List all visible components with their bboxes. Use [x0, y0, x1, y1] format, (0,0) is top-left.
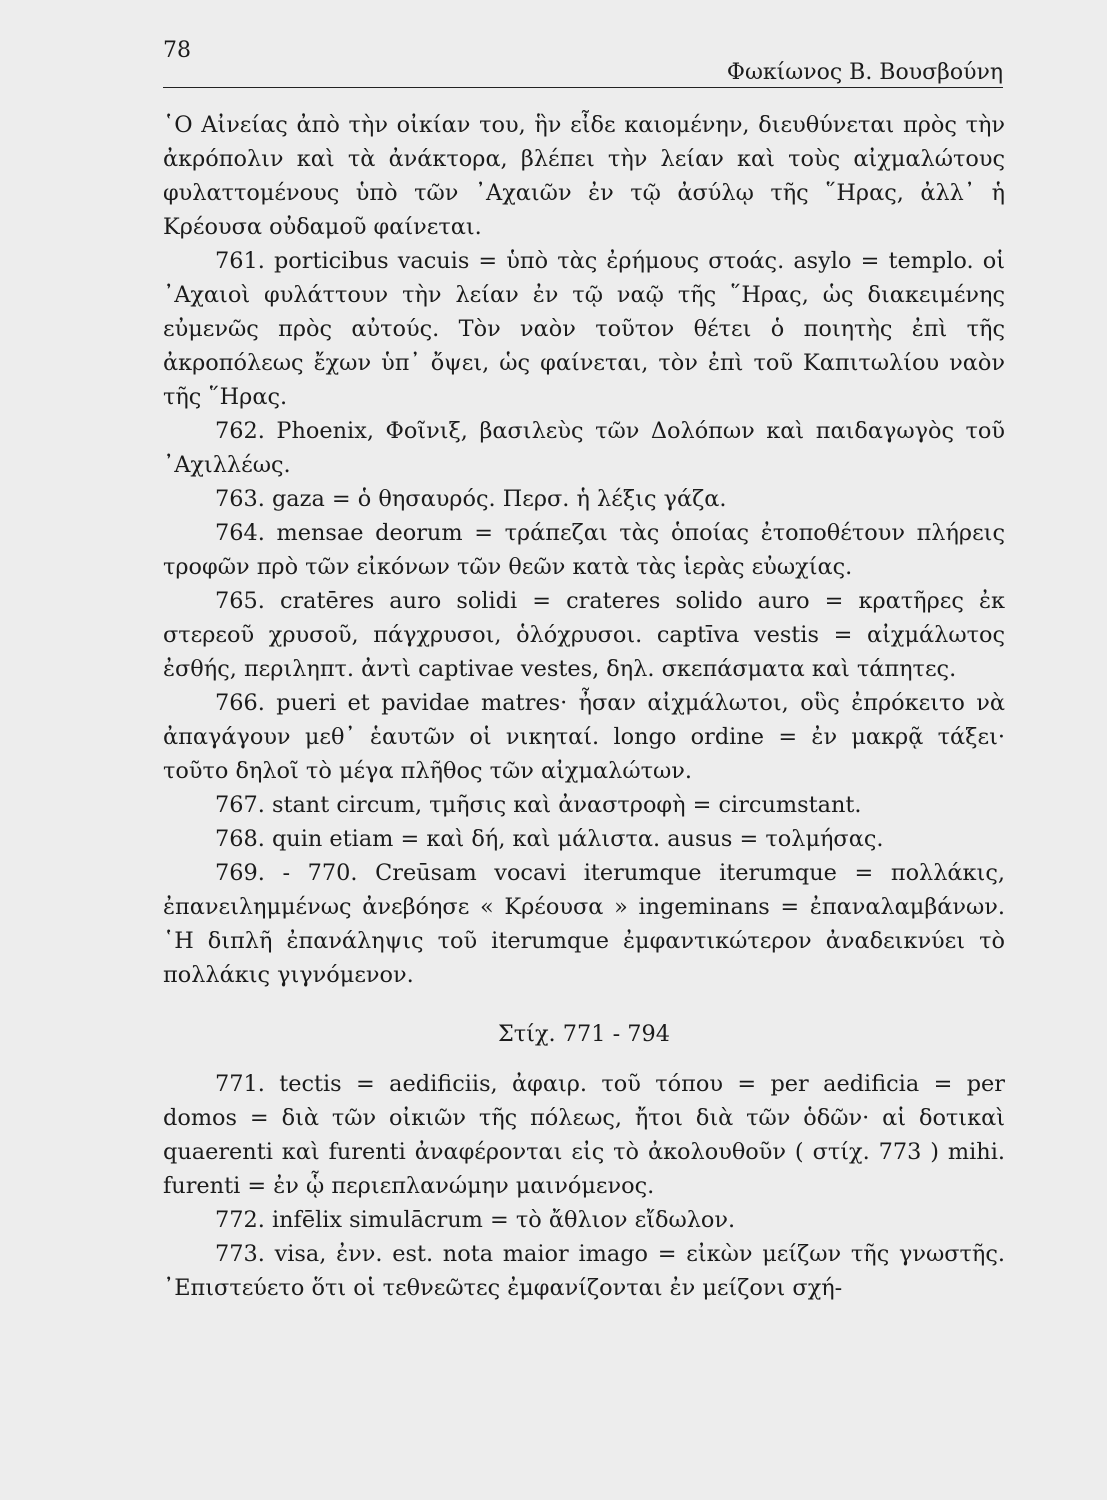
note-772: 772. infēlix simulācrum = τὸ ἄθλιον εἴδωλον.: [215, 1207, 736, 1233]
note-773: 773. visa, ἐνν. est. nota maior imago = εἰκὼν μείζων τῆς γνωστῆς. ᾿Επιστεύετο ὅτι οἱ τεθνεῶτες ἐμφανίζονται ἐν μείζονι σχή-: [163, 1241, 1005, 1301]
note-767: 767. stant circum, τμῆσις καὶ ἀναστροφὴ = circumstant.: [215, 792, 862, 818]
page-number: 78: [163, 38, 191, 63]
section-heading: Στίχ. 771 - 794: [497, 1021, 671, 1047]
note-761: 761. porticibus vacuis = ὑπὸ τὰς ἐρήμους στοάς. asylo = templo. οἱ ᾿Αχαιοὶ φυλάττουν τὴν λείαν ἐν τῷ ναῷ τῆς ῞Ηρας, ὡς διακειμένης εὐμενῶς πρὸς αὐτούς. Τὸν ναὸν τοῦτον θέτει ὁ ποιητὴς ἐπὶ τῆς ἀκροπόλεως ἔχων ὑπ᾿ ὄψει, ὡς φαίνεται, τὸν ἐπὶ τοῦ Καπιτωλίου ναὸν τῆς ῞Ηρας.: [163, 248, 1005, 410]
note-769-770: 769. - 770. Creūsam vocavi iterumque iterumque = πολλάκις, ἐπανειλημμένως ἀνεβόησε « Κρέουσα » ingeminans = ἐπαναλαμβάνων. ῾Η διπλῆ ἐπανάληψις τοῦ iterumque ἐμφαντικώτερον ἀναδεικνύει τὸ πολλάκις γιγνόμενον.: [163, 860, 1005, 988]
paragraph-intro: ῾Ο Αἰνείας ἀπὸ τὴν οἰκίαν του, ἣν εἶδε καιομένην, διευθύνεται πρὸς τὴν ἀκρόπολιν καὶ τὰ ἀνάκτορα, βλέπει τὴν λείαν καὶ τοὺς αἰχμαλώτους φυλαττομένους ὑπὸ τῶν ᾿Αχαιῶν ἐν τῷ ἀσύλῳ τῆς ῞Ηρας, ἀλλ᾿ ἡ Κρέουσα οὐδαμοῦ φαίνεται.: [163, 112, 1005, 240]
page-header: [163, 38, 1003, 88]
note-768: 768. quin etiam = καὶ δή, καὶ μάλιστα. ausus = τολμήσας.: [215, 826, 884, 852]
running-head: Φωκίωνος Β. Βουσβούνη: [726, 60, 1003, 85]
note-764: 764. mensae deorum = τράπεζαι τὰς ὁποίας ἐτοποθέτουν πλήρεις τροφῶν πρὸ τῶν εἰκόνων τῶν θεῶν κατὰ τὰς ἱερὰς εὐωχίας.: [163, 520, 1005, 580]
note-765: 765. cratēres auro solidi = crateres solido auro = κρατῆρες ἐκ στερεοῦ χρυσοῦ, πάγχρυσοι, ὁλόχρυσοι. captīva vestis = αἰχμάλωτος ἐσθής, περιληπτ. ἀντὶ captivae vestes, δηλ. σκεπάσματα καὶ τάπητες.: [163, 588, 1005, 682]
note-762: 762. Phoenix, Φοῖνιξ, βασιλεὺς τῶν Δολόπων καὶ παιδαγωγὸς τοῦ ᾿Αχιλλέως.: [163, 418, 1005, 478]
note-771: 771. tectis = aedificiis, ἀφαιρ. τοῦ τόπου = per aedificia = per domos = διὰ τῶν οἰκιῶν τῆς πόλεως, ἤτοι διὰ τῶν ὁδῶν· αἱ δοτικαὶ quaerenti καὶ furenti ἀναφέρονται εἰς τὸ ἀκολουθοῦν ( στίχ. 773 ) mihi. furenti = ἐν ᾧ περιεπλανώμην μαινόμενος.: [163, 1071, 1005, 1199]
note-766: 766. pueri et pavidae matres· ἦσαν αἰχμάλωτοι, οὓς ἐπρόκειτο νὰ ἀπαγάγουν μεθ᾿ ἑαυτῶν οἱ νικηταί. longo ordine = ἐν μακρᾷ τάξει· τοῦτο δηλοῖ τὸ μέγα πλῆθος τῶν αἰχμαλώτων.: [163, 690, 1005, 784]
header-rule: [163, 87, 1003, 88]
note-763: 763. gaza = ὁ θησαυρός. Περσ. ἡ λέξις γάζα.: [215, 486, 727, 512]
commentary-body: [163, 108, 1005, 1305]
